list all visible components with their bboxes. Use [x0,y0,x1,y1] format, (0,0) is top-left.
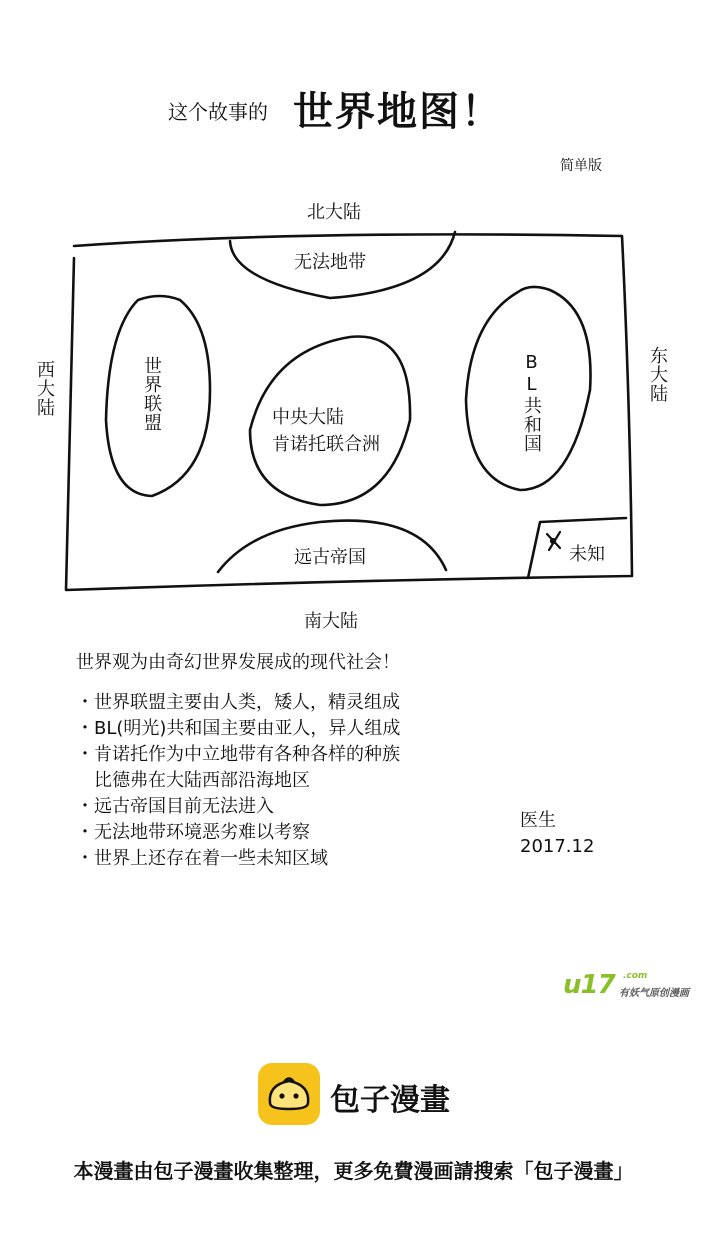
notes-intro: 世界观为由奇幻世界发展成的现代社会！ [76,652,400,673]
author-date: 2017.12 [520,836,595,857]
page-title: 世界地图！ [293,89,503,135]
unknown-region-label: 未知 [569,544,605,565]
list-item: ・肯诺托作为中立地带有各种各样的种族 [76,744,400,765]
wasteland-label: 无法地带 [294,252,366,273]
north-continent-label: 北大陆 [307,202,361,223]
version-label: 简单版 [560,158,602,174]
u17-slogan: 有妖气原创漫画 [619,988,689,999]
central-line-2: 肯诺托联合洲 [272,434,380,455]
ancient-empire-label: 远古帝国 [294,547,366,568]
footer-notice: 本漫畫由包子漫畫收集整理，更多免費漫画請搜索「包子漫畫」 [73,1159,634,1183]
bl-republic-label: BL共和国 [521,352,542,453]
u17-logo-text: u17 [563,970,615,1000]
bun-icon [258,1063,320,1125]
central-continent-label [272,404,380,458]
list-item: ・世界上还存在着一些未知区域 [76,848,328,869]
list-item: ・世界联盟主要由人类，矮人，精灵组成 [76,692,400,713]
title-prefix: 这个故事的 [168,100,268,124]
world-union-label: 世界联盟 [141,356,162,432]
author-name: 医生 [520,810,556,831]
central-line-1: 中央大陆 [272,407,344,428]
south-continent-label: 南大陆 [304,611,358,632]
east-continent-label: 东大陆 [647,346,668,403]
list-item: ・远古帝国目前无法进入 [76,796,274,817]
u17-watermark [563,970,703,1000]
notes-spacer [76,676,400,690]
world-notes [76,650,400,872]
author-signature [520,808,594,860]
west-continent-label: 西大陆 [34,360,55,417]
list-item: ・无法地带环境恶劣难以考察 [76,822,310,843]
list-item: 比德弗在大陆西部沿海地区 [76,770,310,791]
cross-icon [547,532,560,550]
brand-name: 包子漫畫 [330,1083,450,1118]
u17-domain: .com [623,971,648,981]
list-item: ・BL(明光)共和国主要由亚人，异人组成 [76,718,401,739]
